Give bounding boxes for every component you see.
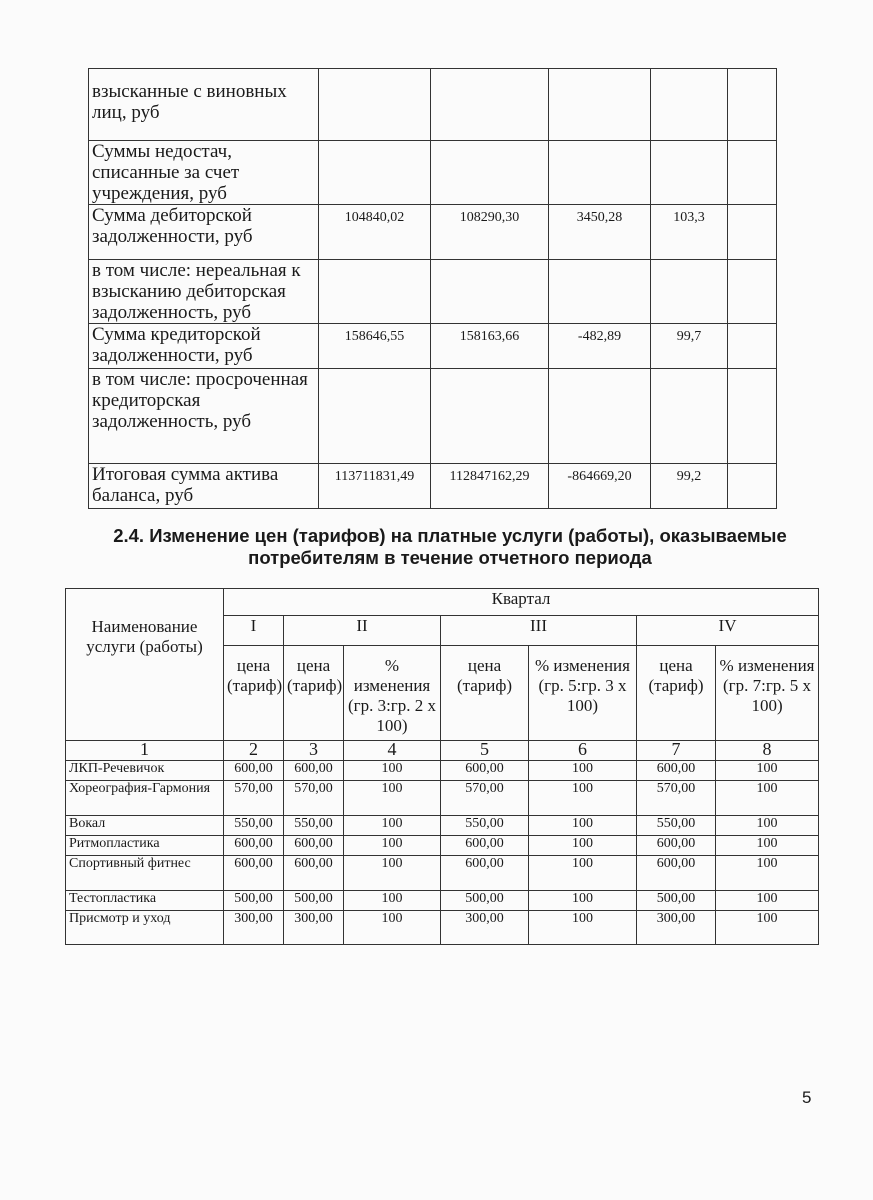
percent-cell: 600,00 — [637, 761, 716, 781]
header-price-q2: цена (тариф) — [284, 646, 344, 741]
percent-cell: 570,00 — [637, 781, 716, 816]
header-price-q1: цена (тариф) — [224, 646, 284, 741]
column-number: 1 — [66, 741, 224, 761]
section-heading: 2.4. Изменение цен (тарифов) на платные услуги (работы), оказываемые потребителям в течение отчетного периода — [113, 525, 787, 568]
price-cell: 100 — [344, 856, 441, 891]
service-name: Ритмопластика — [66, 836, 224, 856]
price-cell: 100 — [344, 761, 441, 781]
value-cell: 99,2 — [651, 464, 728, 509]
page-number: 5 — [802, 1088, 812, 1107]
column-number: 3 — [284, 741, 344, 761]
row-label: Суммы недостач, списанные за счет учреждения, руб — [89, 141, 319, 205]
column-number: 7 — [637, 741, 716, 761]
header-pct-q4: % изменения (гр. 7:гр. 5 х 100) — [716, 646, 819, 741]
percent-cell: 600,00 — [637, 856, 716, 891]
table-row — [66, 761, 819, 781]
header-pct-q2: % изменения (гр. 3:гр. 2 х 100) — [344, 646, 441, 741]
price-cell: 100 — [529, 781, 637, 816]
value-cell — [549, 369, 651, 464]
percent-cell: 300,00 — [284, 911, 344, 945]
header-quarter: Квартал — [224, 589, 819, 616]
service-name: Вокал — [66, 816, 224, 836]
value-cell — [319, 141, 431, 205]
value-cell — [549, 260, 651, 324]
price-cell: 100 — [529, 761, 637, 781]
price-cell: 100 — [529, 836, 637, 856]
value-cell — [728, 69, 777, 141]
percent-cell: 500,00 — [441, 891, 529, 911]
percent-cell: 600,00 — [284, 761, 344, 781]
service-name: Спортивный фитнес — [66, 856, 224, 891]
table-row — [89, 260, 777, 324]
header-pct-q3: % изменения (гр. 5:гр. 3 х 100) — [529, 646, 637, 741]
column-number: 4 — [344, 741, 441, 761]
percent-cell: 550,00 — [637, 816, 716, 836]
price-cell: 600,00 — [224, 856, 284, 891]
percent-cell: 600,00 — [284, 836, 344, 856]
price-cell: 100 — [529, 911, 637, 945]
value-cell — [651, 260, 728, 324]
table-row — [89, 141, 777, 205]
price-cell: 100 — [344, 781, 441, 816]
value-cell — [728, 141, 777, 205]
value-cell: -864669,20 — [549, 464, 651, 509]
value-cell: 99,7 — [651, 324, 728, 369]
value-cell — [319, 369, 431, 464]
header-q1: I — [224, 616, 284, 646]
price-cell: 100 — [529, 891, 637, 911]
price-cell: 100 — [716, 761, 819, 781]
header-q4: IV — [637, 616, 819, 646]
header-price-q3: цена (тариф) — [441, 646, 529, 741]
value-cell: 113711831,49 — [319, 464, 431, 509]
table-row — [66, 891, 819, 911]
price-cell: 600,00 — [224, 836, 284, 856]
value-cell: 112847162,29 — [431, 464, 549, 509]
value-cell — [431, 141, 549, 205]
table-row — [66, 816, 819, 836]
table-row — [89, 369, 777, 464]
service-name: Хореография-Гармония — [66, 781, 224, 816]
value-cell — [728, 205, 777, 260]
table-row — [89, 464, 777, 509]
service-name: Присмотр и уход — [66, 911, 224, 945]
price-cell: 100 — [529, 856, 637, 891]
value-cell — [728, 324, 777, 369]
price-cell: 100 — [716, 891, 819, 911]
table-row — [89, 69, 777, 141]
table-row — [66, 911, 819, 945]
percent-cell: 300,00 — [637, 911, 716, 945]
value-cell — [431, 69, 549, 141]
value-cell — [651, 369, 728, 464]
price-cell: 100 — [344, 816, 441, 836]
percent-cell: 550,00 — [284, 816, 344, 836]
column-number: 6 — [529, 741, 637, 761]
price-cell: 550,00 — [224, 816, 284, 836]
value-cell: -482,89 — [549, 324, 651, 369]
percent-cell: 600,00 — [441, 856, 529, 891]
percent-cell: 600,00 — [284, 856, 344, 891]
value-cell: 3450,28 — [549, 205, 651, 260]
percent-cell: 600,00 — [441, 836, 529, 856]
percent-cell: 570,00 — [441, 781, 529, 816]
value-cell — [549, 69, 651, 141]
value-cell: 104840,02 — [319, 205, 431, 260]
header-service-name: Наименование услуги (работы) — [66, 589, 224, 741]
table-row — [66, 781, 819, 816]
row-label: в том числе: нереальная к взысканию дебиторская задолженность, руб — [89, 260, 319, 324]
value-cell — [319, 69, 431, 141]
value-cell — [319, 260, 431, 324]
value-cell — [728, 260, 777, 324]
price-cell: 570,00 — [224, 781, 284, 816]
price-cell: 100 — [716, 911, 819, 945]
row-label: в том числе: просроченная кредиторская задолженность, руб — [89, 369, 319, 464]
percent-cell: 600,00 — [637, 836, 716, 856]
price-cell: 300,00 — [224, 911, 284, 945]
value-cell: 158163,66 — [431, 324, 549, 369]
percent-cell: 500,00 — [637, 891, 716, 911]
value-cell: 158646,55 — [319, 324, 431, 369]
price-cell: 500,00 — [224, 891, 284, 911]
column-number: 2 — [224, 741, 284, 761]
price-cell: 100 — [344, 891, 441, 911]
header-q2: II — [284, 616, 441, 646]
column-number: 8 — [716, 741, 819, 761]
price-cell: 100 — [716, 781, 819, 816]
header-price-q4: цена (тариф) — [637, 646, 716, 741]
row-label: взысканные с виновных лиц, руб — [89, 69, 319, 141]
percent-cell: 300,00 — [441, 911, 529, 945]
price-cell: 100 — [344, 836, 441, 856]
table-row — [66, 856, 819, 891]
percent-cell: 500,00 — [284, 891, 344, 911]
value-cell — [651, 141, 728, 205]
value-cell: 108290,30 — [431, 205, 549, 260]
header-q3: III — [441, 616, 637, 646]
price-cell: 100 — [344, 911, 441, 945]
tariff-table — [65, 588, 819, 945]
row-label: Сумма дебиторской задолженности, руб — [89, 205, 319, 260]
value-cell — [728, 369, 777, 464]
percent-cell: 570,00 — [284, 781, 344, 816]
row-label: Сумма кредиторской задолженности, руб — [89, 324, 319, 369]
value-cell — [651, 69, 728, 141]
service-name: Тестопластика — [66, 891, 224, 911]
price-cell: 100 — [716, 836, 819, 856]
value-cell — [431, 260, 549, 324]
value-cell — [431, 369, 549, 464]
table-row — [89, 205, 777, 260]
value-cell: 103,3 — [651, 205, 728, 260]
price-cell: 100 — [716, 816, 819, 836]
price-cell: 100 — [529, 816, 637, 836]
table-row — [89, 324, 777, 369]
balance-table — [88, 68, 777, 509]
percent-cell: 550,00 — [441, 816, 529, 836]
percent-cell: 600,00 — [441, 761, 529, 781]
value-cell — [728, 464, 777, 509]
price-cell: 100 — [716, 856, 819, 891]
service-name: ЛКП-Речевичок — [66, 761, 224, 781]
column-number: 5 — [441, 741, 529, 761]
price-cell: 600,00 — [224, 761, 284, 781]
row-label: Итоговая сумма актива баланса, руб — [89, 464, 319, 509]
value-cell — [549, 141, 651, 205]
table-row — [66, 836, 819, 856]
